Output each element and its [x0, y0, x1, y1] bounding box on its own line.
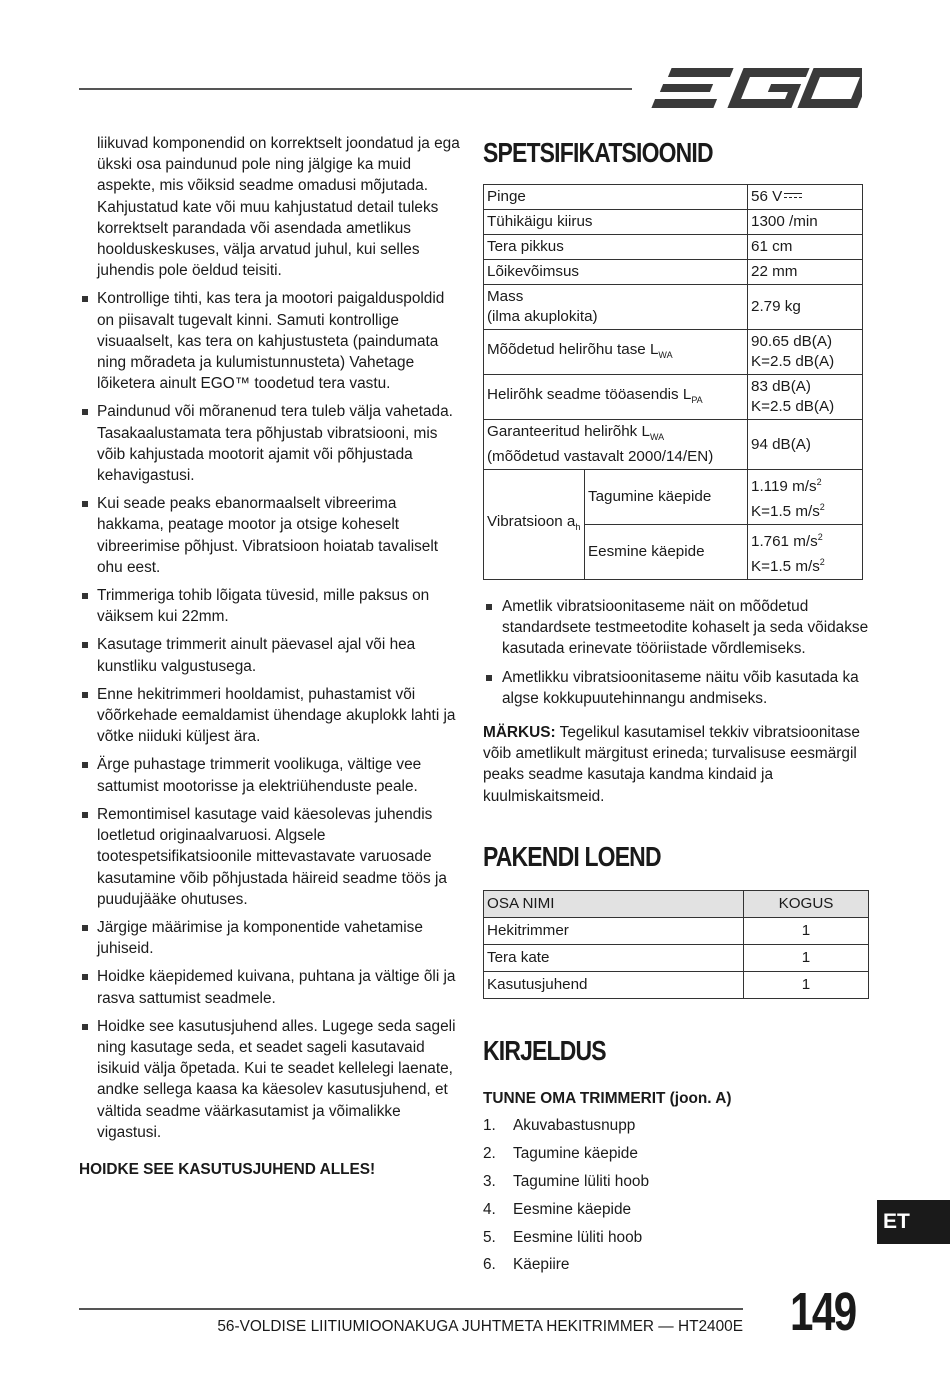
table-cell: Tera kate	[484, 944, 744, 971]
list-item: Remontimisel kasutage vaid käesolevas juhendis loetletud originaalvaruosi. Algsele tootespetsifikatsioonile mittevastavate varuosade kasutamine võib põhjustada häireid seadme töös ja puudujääke ohutuses.	[79, 804, 461, 910]
table-cell: Helirõhk seadme tööasendis $L_{PA}$	[484, 375, 748, 420]
bullet-icon	[82, 642, 88, 648]
table-row	[484, 375, 863, 420]
footer-rule	[79, 1308, 743, 1310]
table-cell: 1	[744, 917, 869, 944]
list-item: Ametlikku vibratsioonitaseme näitu võib kasutada ka algse kokkupuutehinnangu andmiseks.	[483, 667, 873, 709]
bullet-icon	[486, 604, 492, 610]
list-item: 4. Eesmine käepide	[483, 1200, 632, 1218]
remark-paragraph: MÄRKUS: Tegelikul kasutamisel tekkiv vibratsioonitase võib ametlikult märgitust erineda; turvalisuse eesmärgil peaks seadme kasutaja kandma kindaid ja kuulmiskaitsmeid.	[483, 724, 860, 805]
bullet-icon	[82, 296, 88, 302]
list-item: Kontrollige tihti, kas tera ja mootori paigalduspoldid on piisavalt tugevalt kinni. Samuti kontrollige visuaalselt, kas tera on kahjustusteta (paindumata ning mõradeta ja kulumistunnusteta) Vahetage lõiketera ainult EGO™ toodetud tera vastu.	[79, 288, 461, 394]
list-item: 6. Käepiire	[483, 1256, 570, 1274]
table-cell: 61 cm	[748, 235, 863, 260]
header-rule	[79, 88, 632, 90]
table-cell: 56 V	[748, 185, 863, 210]
table-cell: 1.119 $m/s^2$ K=1.5 $m/s^2$	[748, 470, 863, 525]
table-cell: 83 dB(A) K=2.5 dB(A)	[748, 375, 863, 420]
table-row	[484, 260, 863, 285]
package-heading: PAKENDI LOEND	[483, 840, 661, 872]
table-row	[484, 210, 863, 235]
bullet-icon	[82, 925, 88, 931]
table-cell: 1	[744, 944, 869, 971]
dc-current-icon	[784, 193, 802, 201]
list-item: 2. Tagumine käepide	[483, 1144, 638, 1162]
list-item: Enne hekitrimmeri hooldamist, puhastamist või võõrkehade eemaldamist ühendage akuplokk lahti ja võtke niiduki küljest ära.	[79, 684, 461, 748]
table-cell: Tagumine käepide	[585, 470, 748, 525]
table-cell: Tera pikkus	[484, 235, 748, 260]
table-row	[484, 420, 863, 470]
table-cell: Vibratsioon $a_h$	[484, 470, 585, 580]
list-item: Paindunud või mõranenud tera tuleb välja vahetada. Tasakaalustamata tera põhjustab vibratsiooni, mis võib kahjustada mootorit ajamit või põhjustada kehavigastusi.	[79, 401, 461, 486]
package-table	[483, 890, 869, 999]
keep-manual-note: HOIDKE SEE KASUTUSJUHEND ALLES!	[79, 1160, 376, 1178]
table-cell: Garanteeritud helirõhk $L_{WA}$ (mõõdetud vastavalt 2000/14/EN)	[484, 420, 748, 470]
table-cell: 2.79 kg	[748, 285, 863, 330]
list-item: Hoidke käepidemed kuivana, puhtana ja vältige õli ja rasva sattumist seadmele.	[79, 966, 461, 1008]
table-cell: 22 mm	[748, 260, 863, 285]
table-cell: Eesmine käepide	[585, 525, 748, 580]
left-column	[79, 133, 461, 1180]
table-cell: Mass (ilma akuplokita)	[484, 285, 748, 330]
table-row	[484, 470, 863, 525]
table-row	[484, 330, 863, 375]
table-cell: 1	[744, 971, 869, 998]
column-header: OSA NIMI	[484, 890, 744, 917]
bullet-icon	[82, 974, 88, 980]
bullet-icon	[82, 501, 88, 507]
bullet-icon	[82, 812, 88, 818]
specs-heading: SPETSIFIKATSIOONID	[483, 137, 713, 168]
bullet-icon	[82, 692, 88, 698]
column-header: KOGUS	[744, 890, 869, 917]
table-row	[484, 185, 863, 210]
page-number: 149	[790, 1282, 856, 1342]
list-item: Ametlik vibratsioonitaseme näit on mõõdetud standardsete testmeetodite kohaselt ja seda võidakse kasutada erinevate tööriistade võrdlemiseks.	[483, 596, 873, 660]
table-cell: Pinge	[484, 185, 748, 210]
description-heading: KIRJELDUS	[483, 1034, 606, 1066]
list-item: 5. Eesmine lüliti hoob	[483, 1228, 643, 1246]
table-cell: Mõõdetud helirõhu tase $L_{WA}$	[484, 330, 748, 375]
language-tab: ET	[877, 1200, 950, 1244]
right-column	[483, 135, 873, 1282]
vibration-notes	[483, 596, 873, 709]
bullet-icon	[82, 409, 88, 415]
list-item: Järgige määrimise ja komponentide vahetamise juhiseid.	[79, 917, 461, 959]
table-header-row	[484, 890, 869, 917]
list-item: 3. Tagumine lüliti hoob	[483, 1172, 650, 1190]
table-row	[484, 917, 869, 944]
table-cell: Lõikevõimsus	[484, 260, 748, 285]
list-item: Hoidke see kasutusjuhend alles. Lugege seda sageli ning kasutage seda, et seadet sageli kasutavaid isikuid välja õpetada. Kui te seadet kellelegi laenate, andke sellega kaasa ka käesolev kasutusjuhend, et vältida seadme väärkasutamist ja võimalikke vigastusi.	[79, 1016, 461, 1143]
description-subheading: TUNNE OMA TRIMMERIT (joon. A)	[483, 1089, 732, 1107]
table-row	[484, 235, 863, 260]
table-cell: 1300 /min	[748, 210, 863, 235]
list-item: Kasutage trimmerit ainult päevasel ajal või hea kunstliku valgustusega.	[79, 634, 461, 676]
table-cell: Kasutusjuhend	[484, 971, 744, 998]
bullet-icon	[82, 1024, 88, 1030]
specs-table	[483, 184, 863, 580]
bullet-icon	[82, 762, 88, 768]
table-cell: Hekitrimmer	[484, 917, 744, 944]
table-cell: 90.65 dB(A) K=2.5 dB(A)	[748, 330, 863, 375]
ego-logo	[650, 62, 862, 114]
list-item: Trimmeriga tohib lõigata tüvesid, mille paksus on väiksem kui 22mm.	[79, 585, 461, 627]
bullet-icon	[486, 675, 492, 681]
table-row	[484, 285, 863, 330]
parts-list	[483, 1115, 873, 1276]
table-row	[484, 944, 869, 971]
intro-paragraph: liikuvad komponendid on korrektselt joondatud ja ega ükski osa paindunud pole ning jälgige ka muid aspekte, mis võiksid seadme omadusi mõjutada. Kahjustatud kate või muu kahjustatud detail tuleks korrektselt parandada või asendada ametlikus hoolduskeskuses, välja arvatud juhul, kui selles juhendis pole öeldud teisiti.	[97, 135, 460, 280]
table-cell: Tühikäigu kiirus	[484, 210, 748, 235]
list-item: Ärge puhastage trimmerit voolikuga, vältige vee sattumist mootorisse ja elektriühenduste peale.	[79, 754, 461, 796]
footer-title: 56-VOLDISE LIITIUMIOONAKUGA JUHTMETA HEKITRIMMER — HT2400E	[217, 1318, 743, 1335]
table-cell: 94 dB(A)	[748, 420, 863, 470]
safety-list	[79, 288, 461, 1143]
table-cell: 1.761 $m/s^2$ K=1.5 $m/s^2$	[748, 525, 863, 580]
bullet-icon	[82, 593, 88, 599]
table-row	[484, 971, 869, 998]
list-item: 1. Akuvabastusnupp	[483, 1117, 636, 1135]
list-item: Kui seade peaks ebanormaalselt vibreerima hakkama, peatage mootor ja otsige koheselt vibreerimise põhjust. Vibratsioon hoiatab tavaliselt ohu eest.	[79, 493, 461, 578]
